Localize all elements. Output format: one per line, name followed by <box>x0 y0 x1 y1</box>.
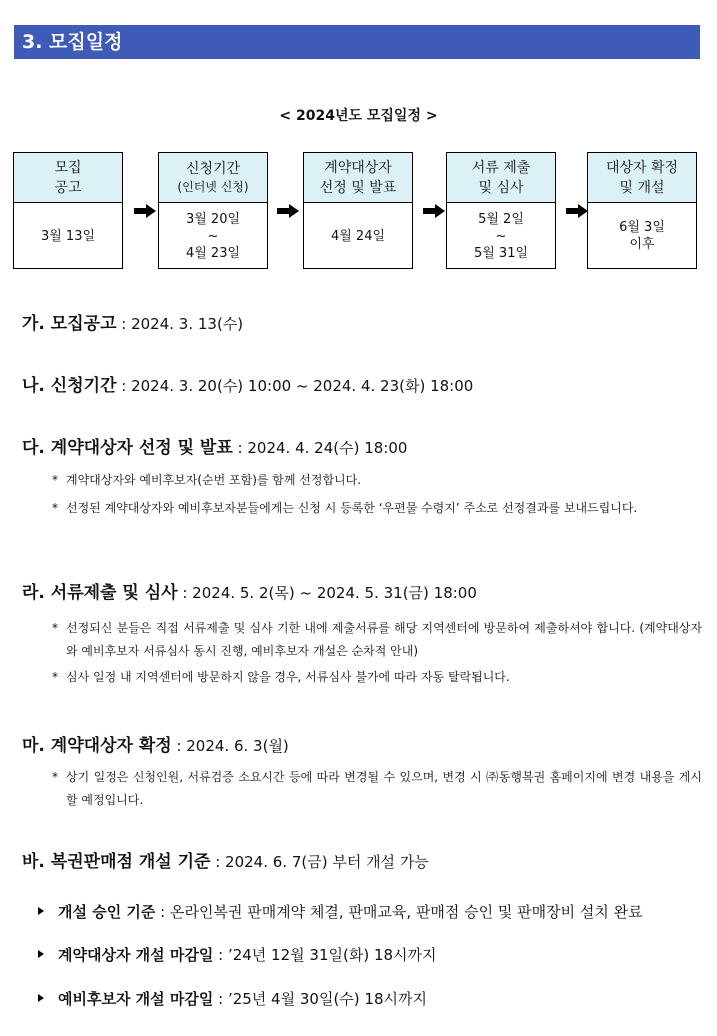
bullet-value: : 온라인복권 판매계약 체결, 판매교육, 판매점 승인 및 판매장비 설치 완료 <box>155 903 643 921</box>
note-marker: * <box>52 473 58 487</box>
note-text: 심사 일정 내 지역센터에 방문하지 않을 경우, 서류심사 불가에 따라 자동 탈락됩니다. <box>66 670 510 684</box>
section-label: 바. 복권판매점 개설 기준 <box>22 852 211 872</box>
flow-step-title: 계약대상자 <box>324 159 392 176</box>
flow-step-confirmation <box>587 152 697 269</box>
flow-step-title: 신청기간 <box>185 161 241 177</box>
flow-step-date-end: 5월 31일 <box>473 245 529 261</box>
bullet-value: : ’25년 4월 30일(수) 18시까지 <box>213 990 427 1008</box>
flow-step-announcement <box>13 152 123 269</box>
right-arrow-icon <box>277 204 299 218</box>
section-confirmation <box>22 731 289 756</box>
note-item <box>52 469 702 492</box>
bullet-label: 개설 승인 기준 <box>58 903 156 921</box>
flow-step-header <box>304 153 412 203</box>
note-marker: * <box>52 670 58 684</box>
flow-step-header <box>14 153 122 203</box>
flow-step-date-start: 6월 3일 <box>619 220 665 235</box>
flow-step-date-start: 3월 13일 <box>40 228 96 244</box>
section-label: 라. 서류제출 및 심사 <box>22 583 178 603</box>
section-label: 가. 모집공고 <box>22 314 117 334</box>
section-value: : 2024. 3. 20(수) 10:00 ~ 2024. 4. 23(화) 18:00 <box>116 377 474 395</box>
flow-step-title: 서류 제출 <box>471 159 531 176</box>
note-item <box>52 766 702 812</box>
section-label: 나. 신청기간 <box>22 376 117 396</box>
section-value: : 2024. 6. 3(월) <box>171 737 289 755</box>
flow-step-title-line2: 및 개설 <box>619 179 665 196</box>
flow-step-date <box>304 203 412 269</box>
section-title: 3. 모집일정 <box>14 25 700 59</box>
flow-step-application <box>158 152 268 269</box>
section-value: : 2024. 5. 2(목) ~ 2024. 5. 31(금) 18:00 <box>177 584 477 602</box>
bullet-value: : ’24년 12월 31일(화) 18시까지 <box>213 946 437 964</box>
triangle-bullet-icon <box>38 950 44 958</box>
flow-step-title-line2: 공고 <box>54 179 82 196</box>
section-announcement <box>22 309 243 334</box>
note-marker: * <box>52 501 58 515</box>
flow-step-title: 대상자 확정 <box>605 159 679 176</box>
flow-step-header <box>588 153 696 203</box>
section-documents <box>22 578 477 603</box>
flow-step-title: 모집 <box>54 159 82 176</box>
triangle-bullet-icon <box>38 994 44 1002</box>
flow-step-title-line2: 선정 및 발표 <box>319 179 397 196</box>
flow-step-date <box>588 203 696 269</box>
section-value: : 2024. 3. 13(수) <box>116 315 244 333</box>
flow-step-date-tilde: ~ <box>207 228 219 244</box>
flow-step-header <box>447 153 555 203</box>
note-item <box>52 617 702 663</box>
note-item <box>52 666 702 689</box>
flow-step-date-start: 4월 24일 <box>330 228 386 244</box>
flow-step-date <box>14 203 122 269</box>
section-label: 마. 계약대상자 확정 <box>22 736 172 756</box>
flow-step-header <box>159 153 267 203</box>
right-arrow-icon <box>566 204 588 218</box>
right-arrow-icon <box>423 204 445 218</box>
triangle-bullet-icon <box>38 907 44 915</box>
section-opening-criteria <box>22 847 429 872</box>
section-value: : 2024. 4. 24(수) 18:00 <box>232 439 408 457</box>
section-value: : 2024. 6. 7(금) 부터 개설 가능 <box>210 853 429 871</box>
note-item <box>52 497 702 520</box>
right-arrow-icon <box>134 204 156 218</box>
flow-step-date <box>447 203 555 269</box>
section-selection <box>22 433 407 458</box>
flow-step-date-start: 3월 20일 <box>185 211 241 227</box>
note-text: 선정된 계약대상자와 예비후보자분들에게는 신청 시 등록한 ‘우편물 수령지’ 주소로 선정결과를 보내드립니다. <box>66 501 638 515</box>
note-text: 선정되신 분들은 직접 서류제출 및 심사 기한 내에 제출서류를 해당 지역센터에 방문하여 제출하셔야 합니다. (계약대상자와 예비후보자 서류심사 동시 진행, 예비후보자 개설은 순차적 안내) <box>66 621 702 658</box>
flow-step-date-tilde: ~ <box>495 228 507 244</box>
bullet-item-approval <box>38 901 643 922</box>
flow-step-date-end: 4월 23일 <box>185 245 241 261</box>
flow-step-date-start: 5월 2일 <box>478 211 524 227</box>
flow-step-date <box>159 203 267 269</box>
bullet-item-contract-deadline <box>38 944 437 965</box>
flow-step-title-line2: 및 심사 <box>478 179 524 196</box>
flow-step-subtitle: (인터넷 신청) <box>177 180 249 194</box>
flow-step-selection <box>303 152 413 269</box>
note-text: 상기 일정은 신청인원, 서류검증 소요시간 등에 따라 변경될 수 있으며, 변경 시 ㈜동행복권 홈페이지에 변경 내용을 게시할 예정입니다. <box>66 770 702 807</box>
schedule-title: < 2024년도 모집일정 > <box>279 108 438 124</box>
note-marker: * <box>52 621 58 635</box>
note-text: 계약대상자와 예비후보자(순번 포함)를 함께 선정합니다. <box>66 473 362 487</box>
bullet-label: 계약대상자 개설 마감일 <box>58 946 214 964</box>
flow-step-documents <box>446 152 556 269</box>
section-application-period <box>22 371 473 396</box>
section-label: 다. 계약대상자 선정 및 발표 <box>22 438 233 458</box>
bullet-label: 예비후보자 개설 마감일 <box>58 990 214 1008</box>
flow-step-date-end: 이후 <box>629 237 655 252</box>
note-marker: * <box>52 770 58 784</box>
bullet-item-reserve-deadline <box>38 988 427 1009</box>
